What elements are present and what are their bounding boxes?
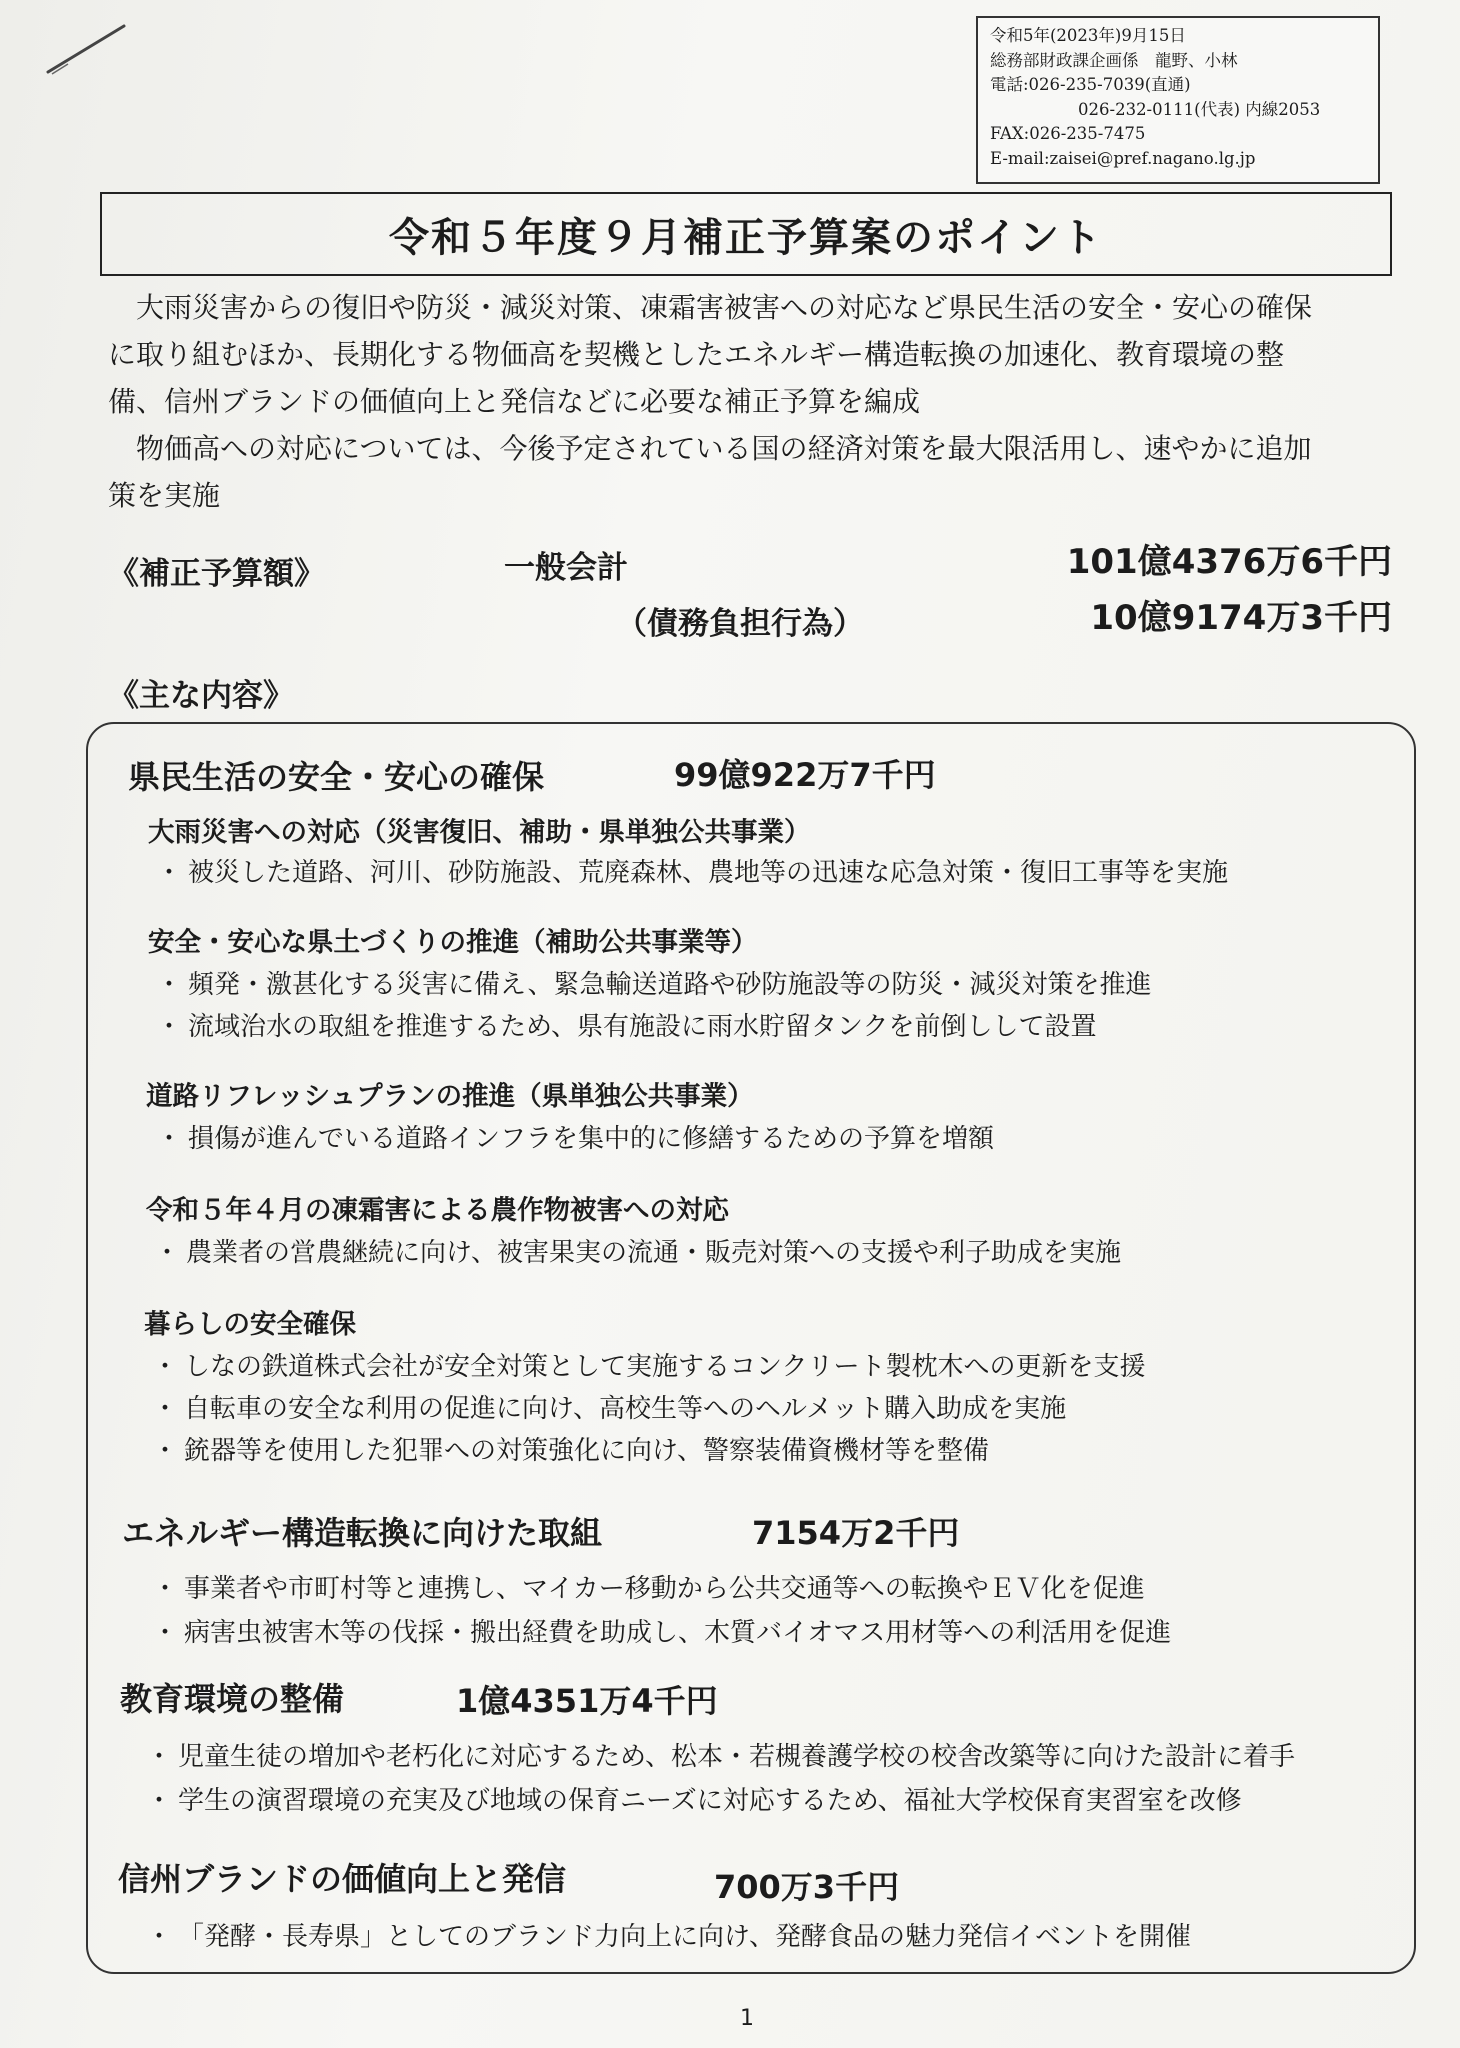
section-title-safety: 県民生活の安全・安心の確保 [128, 758, 545, 796]
intro-line: 大雨災害からの復旧や防災・減災対策、凍霜害被害への対応など県民生活の安全・安心の確保 [136, 291, 1313, 324]
subsection-title: 安全・安心な県土づくりの推進（補助公共事業等） [148, 927, 758, 958]
intro-line: 策を実施 [108, 479, 221, 512]
contact-date: 令和5年(2023年)9月15日 [990, 26, 1186, 45]
section-title-energy: エネルギー構造転換に向けた取組 [122, 1514, 603, 1552]
section-amount-education: 1億4351万4千円 [456, 1682, 718, 1720]
contact-info-box [976, 16, 1380, 184]
pen-stroke-mark [44, 22, 128, 78]
section-amount-brand: 700万3千円 [714, 1868, 900, 1906]
subsection-title: 大雨災害への対応（災害復旧、補助・県単独公共事業） [148, 817, 811, 848]
bullet-item: ・ 児童生徒の増加や老朽化に対応するため、松本・若槻養護学校の校舎改築等に向けた設計に着手 [146, 1742, 1295, 1772]
budget-summary [108, 534, 1392, 644]
bullet-item: ・ 被災した道路、河川、砂防施設、荒廃森林、農地等の迅速な応急対策・復旧工事等を実施 [156, 858, 1229, 888]
page-number: 1 [740, 2006, 754, 2031]
bullet-item: ・ 自転車の安全な利用の促進に向け、高校生等へのヘルメット購入助成を実施 [152, 1394, 1067, 1424]
general-account-label: 一般会計 [504, 550, 628, 586]
section-title-brand: 信州ブランドの価値向上と発信 [118, 1860, 567, 1898]
contact-email: E-mail:zaisei@pref.nagano.lg.jp [990, 148, 1256, 168]
contact-phone-main: 026-232-0111(代表) 内線2053 [1078, 99, 1321, 119]
bullet-item: ・ しなの鉄道株式会社が安全対策として実施するコンクリート製枕木への更新を支援 [152, 1352, 1146, 1382]
bullet-item: ・ 頻発・激甚化する災害に備え、緊急輸送道路や砂防施設等の防災・減災対策を推進 [156, 970, 1152, 1000]
bullet-item: ・ 銃器等を使用した犯罪への対策強化に向け、警察装備資機材等を整備 [152, 1436, 989, 1466]
contact-fax: FAX:026-235-7475 [990, 124, 1146, 143]
contact-phone-direct: 電話:026-235-7039(直通) [990, 75, 1191, 94]
section-amount-safety: 99億922万7千円 [674, 756, 936, 794]
intro-text [108, 284, 1400, 519]
bullet-item: ・ 流域治水の取組を推進するため、県有施設に雨水貯留タンクを前倒しして設置 [156, 1012, 1097, 1042]
bullet-item: ・ 損傷が進んでいる道路インフラを集中的に修繕するための予算を増額 [156, 1124, 995, 1154]
budget-label: 《補正予算額》 [108, 556, 325, 592]
intro-line: に取り組むほか、長期化する物価高を契機としたエネルギー構造転換の加速化、教育環境の整 [108, 338, 1285, 371]
section-title-education: 教育環境の整備 [120, 1680, 345, 1718]
bullet-item: ・ 病害虫被害木等の伐採・搬出経費を助成し、木質バイオマス用材等への利活用を促進 [152, 1618, 1172, 1648]
subsection-title: 暮らしの安全確保 [144, 1309, 356, 1340]
intro-line: 備、信州ブランドの価値向上と発信などに必要な補正予算を編成 [108, 385, 921, 418]
contact-department: 総務部財政課企画係 龍野、小林 [990, 50, 1238, 70]
bullet-item: ・ 事業者や市町村等と連携し、マイカー移動から公共交通等への転換やＥＶ化を促進 [152, 1574, 1145, 1604]
section-amount-energy: 7154万2千円 [752, 1514, 960, 1552]
subsection-title: 令和５年４月の凍霜害による農作物被害への対応 [146, 1195, 729, 1226]
bullet-item: ・ 学生の演習環境の充実及び地域の保育ニーズに対応するため、福祉大学校保育実習室を改修 [146, 1786, 1242, 1816]
debt-burden-amount: 10億9174万3千円 [1090, 598, 1392, 638]
main-content-box [86, 722, 1416, 1974]
bullet-item: ・ 「発酵・長寿県」としてのブランド力向上に向け、発酵食品の魅力発信イベントを開催 [146, 1922, 1191, 1952]
bullet-item: ・ 農業者の営農継続に向け、被害果実の流通・販売対策への支援や利子助成を実施 [154, 1238, 1121, 1268]
document-title: 令和５年度９月補正予算案のポイント [100, 192, 1392, 276]
debt-burden-label: （債務負担行為） [616, 606, 864, 642]
intro-line: 物価高への対応については、今後予定されている国の経済対策を最大限活用し、速やかに追加 [136, 432, 1312, 465]
main-content-heading: 《主な内容》 [108, 678, 294, 714]
subsection-title: 道路リフレッシュプランの推進（県単独公共事業） [146, 1081, 754, 1112]
general-account-amount: 101億4376万6千円 [1066, 542, 1392, 582]
